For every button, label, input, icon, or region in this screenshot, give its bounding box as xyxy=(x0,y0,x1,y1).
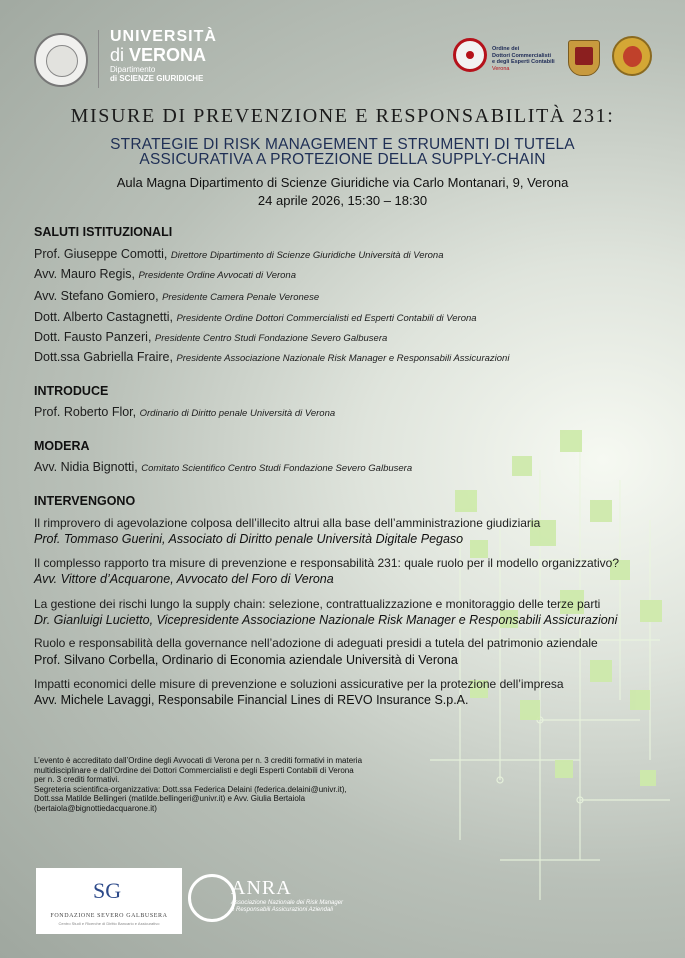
talk-speaker: Prof. Tommaso Guerini, Associato di Diritto penale Università Digitale Pegaso xyxy=(34,532,464,546)
ordine-avvocati-medal-icon xyxy=(612,36,652,76)
accreditation-note xyxy=(34,756,414,813)
saluti-role: Direttore Dipartimento di Scienze Giuridiche Università di Verona xyxy=(170,250,444,261)
talk-speaker: Avv. Vittore d’Acquarone, Avvocato del Foro di Verona xyxy=(34,572,334,586)
talk-title: Il complesso rapporto tra misure di prevenzione e responsabilità 231: quale ruolo per il modello organizzativo? xyxy=(34,556,619,570)
saluti-role: Presidente Centro Studi Fondazione Severo Galbusera xyxy=(154,333,388,344)
odc-logo-text xyxy=(492,46,555,72)
talk-title: Impatti economici delle misure di prevenzione e soluzioni assicurative per la protezione dell’impresa xyxy=(34,677,564,691)
saluti-heading: SALUTI ISTITUZIONALI xyxy=(34,225,173,239)
saluti-item: Avv. Mauro Regis, Presidente Ordine Avvocati di Verona xyxy=(34,267,296,281)
footer-line: per n. 3 crediti formativi. xyxy=(34,775,120,784)
fondazione-severo-galbusera-logo xyxy=(36,868,182,934)
talk-title: Ruolo e responsabilità della governance nell’adozione di adeguati presidi a tutela del patrimonio aziendale xyxy=(34,636,598,650)
introduce-item: Prof. Roberto Flor, Ordinario di Diritto penale Università di Verona xyxy=(34,405,336,419)
univ-line1: UNIVERSITÀ xyxy=(110,28,217,45)
saluti-name: Dott.ssa Gabriella Fraire xyxy=(34,350,170,364)
footer-line: L’evento è accreditato dall’Ordine degli Avvocati di Verona per n. 3 crediti formativi in materia xyxy=(34,756,363,765)
modera-heading: MODERA xyxy=(34,439,90,453)
event-date: 24 aprile 2026, 15:30 – 18:30 xyxy=(257,193,428,208)
event-subtitle xyxy=(0,137,685,167)
talk-speaker: Dr. Gianluigi Lucietto, Vicepresidente Associazione Nazionale Risk Manager e Responsabili Assicurazioni xyxy=(34,613,618,627)
saluti-item: Dott. Fausto Panzeri, Presidente Centro Studi Fondazione Severo Galbusera xyxy=(34,330,388,344)
saluti-role: Presidente Associazione Nazionale Risk Manager e Responsabili Assicurazioni xyxy=(176,353,510,364)
university-logo xyxy=(110,28,217,83)
introduce-name: Prof. Roberto Flor xyxy=(34,405,133,419)
univ-line2 xyxy=(110,46,217,65)
saluti-item: Dott. Alberto Castagnetti, Presidente Ordine Dottori Commercialisti ed Esperti Contabili di Verona xyxy=(34,310,477,324)
saluti-role: Presidente Ordine Dottori Commercialisti ed Esperti Contabili di Verona xyxy=(176,313,477,324)
dept-line1: Dipartimento xyxy=(110,65,156,74)
subtitle-line2: ASSICURATIVA A PROTEZIONE DELLA SUPPLY-CHAIN xyxy=(139,151,546,168)
fsg-name: FONDAZIONE SEVERO GALBUSERA xyxy=(50,913,168,919)
saluti-name: Prof. Giuseppe Comotti xyxy=(34,247,164,261)
footer-line: (bertaiola@bignottiedacquarone.it) xyxy=(34,803,157,813)
saluti-item: Dott.ssa Gabriella Fraire, Presidente Associazione Nazionale Risk Manager e Responsabili Assicurazioni xyxy=(34,350,510,364)
saluti-name: Avv. Stefano Gomiero xyxy=(34,289,156,303)
anra-ring-icon xyxy=(188,874,236,922)
odc-logo-icon xyxy=(453,38,487,72)
interventi-heading: INTERVENGONO xyxy=(34,494,136,508)
saluti-role: Presidente Camera Penale Veronese xyxy=(162,292,320,303)
saluti-item: Avv. Stefano Gomiero, Presidente Camera Penale Veronese xyxy=(34,289,320,303)
subtitle-line1: STRATEGIE DI RISK MANAGEMENT E STRUMENTI DI TUTELA xyxy=(110,136,575,153)
header-divider xyxy=(98,30,99,88)
odc-line2: Dottori Commercialisti xyxy=(492,52,551,59)
footer-line: multidisciplinare e dall’Ordine dei Dottori Commercialisti e degli Esperti Contabili di Verona xyxy=(34,765,354,775)
modera-role: Comitato Scientifico Centro Studi Fondazione Severo Galbusera xyxy=(141,463,413,474)
modera-item: Avv. Nidia Bignotti, Comitato Scientifico Centro Studi Fondazione Severo Galbusera xyxy=(34,460,413,474)
anra-sub1: Associazione Nazionale dei Risk Manager xyxy=(231,900,344,906)
introduce-heading: INTRODUCE xyxy=(34,384,109,398)
dept-line2: di SCIENZE GIURIDICHE xyxy=(110,74,204,83)
modera-name: Avv. Nidia Bignotti xyxy=(34,460,135,474)
odc-line1: Ordine dei xyxy=(492,46,520,52)
fsg-monogram: SG xyxy=(93,878,122,903)
footer-line: Segreteria scientifica-organizzativa: Dott.ssa Federica Delaini (federica.delaini@univr.it), xyxy=(34,784,347,794)
introduce-role: Ordinario di Diritto penale Università di Verona xyxy=(139,408,336,419)
saluti-name: Dott. Alberto Castagnetti xyxy=(34,310,170,324)
odc-city: Verona xyxy=(492,65,510,72)
talk-speaker: Prof. Silvano Corbella, Ordinario di Economia aziendale Università di Verona xyxy=(34,653,458,667)
talk-speaker: Avv. Michele Lavaggi, Responsabile Financial Lines di REVO Insurance S.p.A. xyxy=(34,693,469,707)
odc-line3: e degli Esperti Contabili xyxy=(492,59,555,65)
fsg-subtitle: Centro Studi e Ricerche di Diritto Bancario e Assicurativo xyxy=(58,921,160,926)
anra-logo-subtitle xyxy=(231,900,343,914)
event-title: MISURE DI PREVENZIONE E RESPONSABILITÀ 231: xyxy=(70,105,615,127)
camera-penale-crest-icon xyxy=(568,40,600,76)
university-seal-icon xyxy=(34,33,88,87)
footer-line: Dott.ssa Matilde Bellingeri (matilde.bellingeri@univr.it) e Avv. Giulia Bertaiola xyxy=(34,794,306,803)
saluti-item: Prof. Giuseppe Comotti, Direttore Dipartimento di Scienze Giuridiche Università di Verona xyxy=(34,247,444,261)
saluti-name: Dott. Fausto Panzeri xyxy=(34,330,148,344)
saluti-role: Presidente Ordine Avvocati di Verona xyxy=(138,270,296,281)
talk-title: Il rimprovero di agevolazione colposa dell’illecito altrui alla base dell’amministrazione giudiziaria xyxy=(34,516,541,530)
anra-logo-name: ANRA xyxy=(231,877,292,899)
event-venue: Aula Magna Dipartimento di Scienze Giuridiche via Carlo Montanari, 9, Verona xyxy=(116,175,569,190)
anra-sub2: e Responsabili Assicurazioni Aziendali xyxy=(231,907,333,913)
univ-prefix: di xyxy=(110,45,130,65)
univ-city: VERONA xyxy=(129,45,207,65)
saluti-name: Avv. Mauro Regis xyxy=(34,267,132,281)
talk-title: La gestione dei rischi lungo la supply chain: selezione, contrattualizzazione e monitoraggio delle terze parti xyxy=(34,597,601,611)
